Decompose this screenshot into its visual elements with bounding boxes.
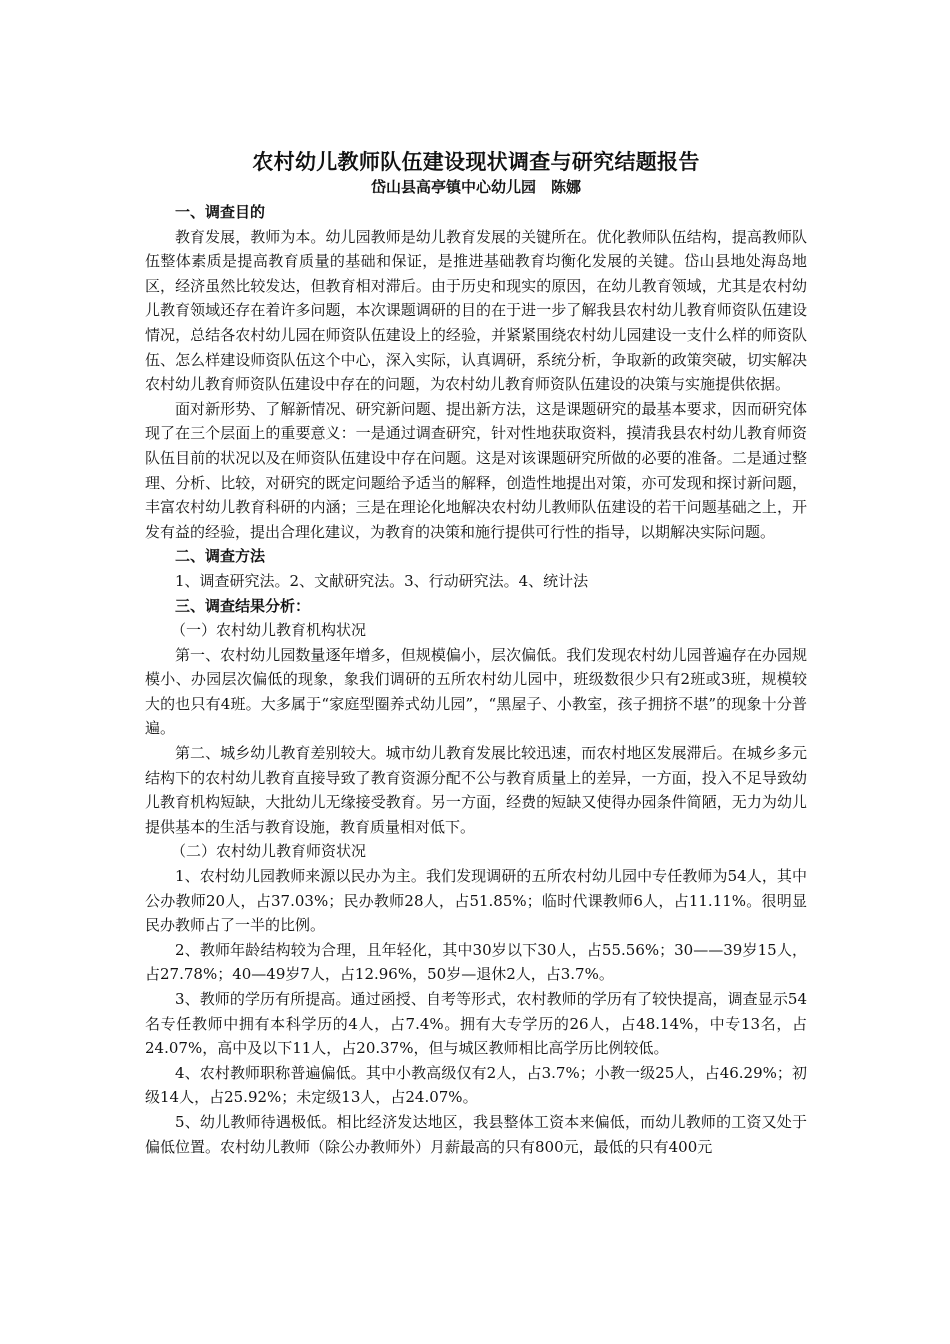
document-body: [145, 148, 807, 1159]
paragraph: 1、农村幼儿园教师来源以民办为主。我们发现调研的五所农村幼儿园中专任教师为54人，其中公办教师20人，占37.03%；民办教师28人，占51.85%；临时代课教师6人，占11.11%。很明显民办教师占了一半的比例。: [145, 867, 807, 935]
author-line: 岱山县高亭镇中心幼儿园 陈娜: [370, 178, 581, 196]
subsection-heading-teachers: （二）农村幼儿教育师资状况: [171, 842, 367, 861]
paragraph: 第一、农村幼儿园数量逐年增多，但规模偏小，层次偏低。我们发现农村幼儿园普遍存在办园规模小、办园层次偏低的现象，象我们调研的五所农村幼儿园中，班级数很少只有2班或3班，规模较大的也只有4班。大多属于“家庭型圈养式幼儿园”，“黑屋子、小教室，孩子拥挤不堪”的现象十分普遍。: [145, 645, 807, 738]
paragraph: 面对新形势、了解新情况、研究新问题、提出新方法，这是课题研究的最基本要求，因而研究体现了在三个层面上的重要意义：一是通过调查研究，针对性地获取资料，摸清我县农村幼儿教育师资队伍目前的状况以及在师资队伍建设中存在问题。这是对该课题研究所做的必要的准备。二是通过整理、分析、比较，对研究的既定问题给予适当的解释，创造性地提出对策，亦可发现和探讨新问题，丰富农村幼儿教育科研的内涵；三是在理论化地解决农村幼儿教师队伍建设的若干问题基础之上，开发有益的经验，提出合理化建议，为教育的决策和施行提供可行性的指导，以期解决实际问题。: [145, 399, 807, 541]
paragraph: 教育发展，教师为本。幼儿园教师是幼儿教育发展的关键所在。优化教师队伍结构，提高教师队伍整体素质是提高教育质量的基础和保证，是推进基础教育均衡化发展的关键。岱山县地处海岛地区，经济虽然比较发达，但教育相对滞后。由于历史和现实的原因，在幼儿教育领域，尤其是农村幼儿教育领域还存在着许多问题，本次课题调研的目的在于进一步了解我县农村幼儿教育师资队伍建设情况，总结各农村幼儿园在师资队伍建设上的经验，并紧紧围绕农村幼儿园建设一支什么样的师资队伍、怎么样建设师资队伍这个中心，深入实际，认真调研，系统分析，争取新的政策突破，切实解决农村幼儿教育师资队伍建设中存在的问题，为农村幼儿教育师资队伍建设的决策与实施提供依据。: [145, 227, 807, 394]
section-heading-results: 三、调查结果分析：: [175, 596, 311, 615]
paragraph: 4、农村教师职称普遍偏低。其中小教高级仅有2人，占3.7%；小教一级25人，占46.29%；初级14人，占25.92%；未定级13人，占24.07%。: [145, 1063, 807, 1107]
paragraph: 1、调查研究法。2、文献研究法。3、行动研究法。4、统计法: [175, 571, 589, 590]
section-heading-method: 二、调查方法: [175, 547, 266, 566]
section-heading-purpose: 一、调查目的: [175, 203, 266, 221]
paragraph: 5、幼儿教师待遇极低。相比经济发达地区，我县整体工资本来偏低，而幼儿教师的工资又处于偏低位置。农村幼儿教师（除公办教师外）月薪最高的只有800元，最低的只有400元: [145, 1112, 807, 1156]
paragraph: 第二、城乡幼儿教育差别较大。城市幼儿教育发展比较迅速，而农村地区发展滞后。在城乡多元结构下的农村幼儿教育直接导致了教育资源分配不公与教育质量上的差异，一方面，投入不足导致幼儿教育机构短缺，大批幼儿无缘接受教育。另一方面，经费的短缺又使得办园条件简陋，无力为幼儿提供基本的生活与教育设施，教育质量相对低下。: [145, 744, 807, 836]
paragraph: 2、教师年龄结构较为合理，且年轻化，其中30岁以下30人，占55.56%；30——39岁15人，占27.78%；40—49岁7人，占12.96%，50岁—退休2人，占3.7%。: [145, 940, 807, 984]
page-title: 农村幼儿教师队伍建设现状调查与研究结题报告: [252, 149, 700, 174]
subsection-heading-institutions: （一）农村幼儿教育机构状况: [171, 621, 367, 640]
paragraph: 3、教师的学历有所提高。通过函授、自考等形式，农村教师的学历有了较快提高，调查显示54名专任教师中拥有本科学历的4人，占7.4%。拥有大专学历的26人，占48.14%，中专13名，占24.07%，高中及以下11人，占20.37%，但与城区教师相比高学历比例较低。: [145, 990, 807, 1058]
